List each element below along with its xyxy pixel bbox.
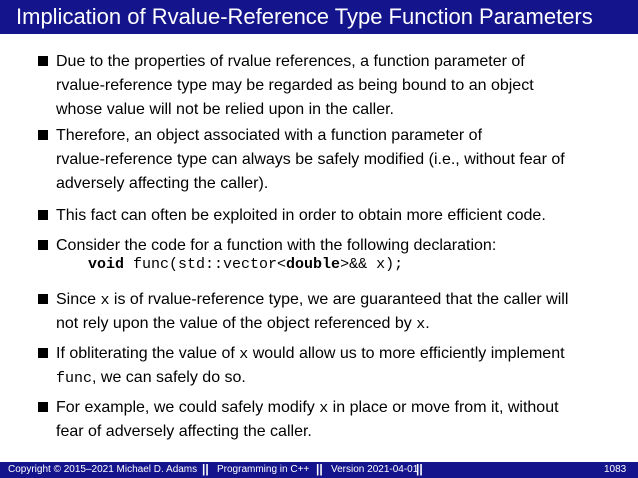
text-fragment: For example, we could safely modify (56, 399, 320, 416)
footer-separator: || (202, 462, 209, 476)
footer-version: Version 2021-04-01 (331, 464, 419, 475)
code-x: x (100, 292, 110, 309)
code-func: func (56, 370, 93, 387)
bullet-marker (38, 348, 48, 358)
bullet-marker (38, 130, 48, 140)
text-fragment: . (425, 315, 430, 332)
text-fragment: If obliterating the value of (56, 345, 240, 362)
bullet-1-line-3: whose value will not be relied upon in the caller. (56, 101, 394, 118)
footer-copyright: Copyright © 2015–2021 Michael D. Adams (8, 464, 198, 475)
bullet-7-line-2: fear of adversely affecting the caller. (56, 423, 312, 440)
code-keyword-double: double (286, 256, 341, 273)
footer-course: Programming in C++ (217, 464, 310, 475)
footer-page-number: 1083 (604, 464, 627, 475)
bullet-marker (38, 294, 48, 304)
footer-bar (0, 462, 638, 478)
bullet-4-line-1: Consider the code for a function with the following declaration: (56, 237, 497, 254)
bullet-6-line-2 (56, 366, 626, 390)
footer-separator: || (316, 462, 323, 476)
code-keyword-void: void (88, 256, 125, 273)
bullet-5-line-2 (56, 312, 626, 336)
bullet-1-line-2: rvalue-reference type may be regarded as being bound to an object (56, 77, 534, 94)
text-fragment: , we can safely do so. (92, 369, 246, 386)
code-x: x (319, 400, 329, 417)
slide-title: Implication of Rvalue-Reference Type Function Parameters (16, 4, 593, 29)
bullet-2-line-1: Therefore, an object associated with a function parameter of (56, 127, 483, 144)
text-fragment: in place or move from it, without (328, 399, 559, 416)
text-fragment: Since (56, 291, 101, 308)
bullet-5-line-1 (56, 288, 626, 312)
text-fragment: would allow us to more efficiently implement (248, 345, 565, 362)
bullet-2-line-2: rvalue-reference type can always be safely modified (i.e., without fear of (56, 151, 565, 168)
code-signature-end: >&& x); (340, 256, 404, 273)
bullet-3-line-1: This fact can often be exploited in order to obtain more efficient code. (56, 207, 546, 224)
bullet-6-line-1 (56, 342, 626, 366)
bullet-marker (38, 210, 48, 220)
text-fragment: is of rvalue-reference type, we are guaranteed that the caller will (109, 291, 569, 308)
code-func-signature: func(std::vector< (124, 256, 287, 273)
bullet-2-line-3: adversely affecting the caller). (56, 175, 269, 192)
bullet-marker (38, 402, 48, 412)
bullet-1-line-1: Due to the properties of rvalue references, a function parameter of (56, 53, 525, 70)
title-bar (0, 0, 638, 34)
bullet-7-line-1 (56, 396, 626, 420)
code-x: x (416, 316, 426, 333)
footer-separator: || (416, 462, 423, 476)
text-fragment: not rely upon the value of the object referenced by (56, 315, 417, 332)
bullet-marker (38, 240, 48, 250)
code-x: x (239, 346, 249, 363)
code-declaration (88, 256, 403, 273)
bullet-marker (38, 56, 48, 66)
